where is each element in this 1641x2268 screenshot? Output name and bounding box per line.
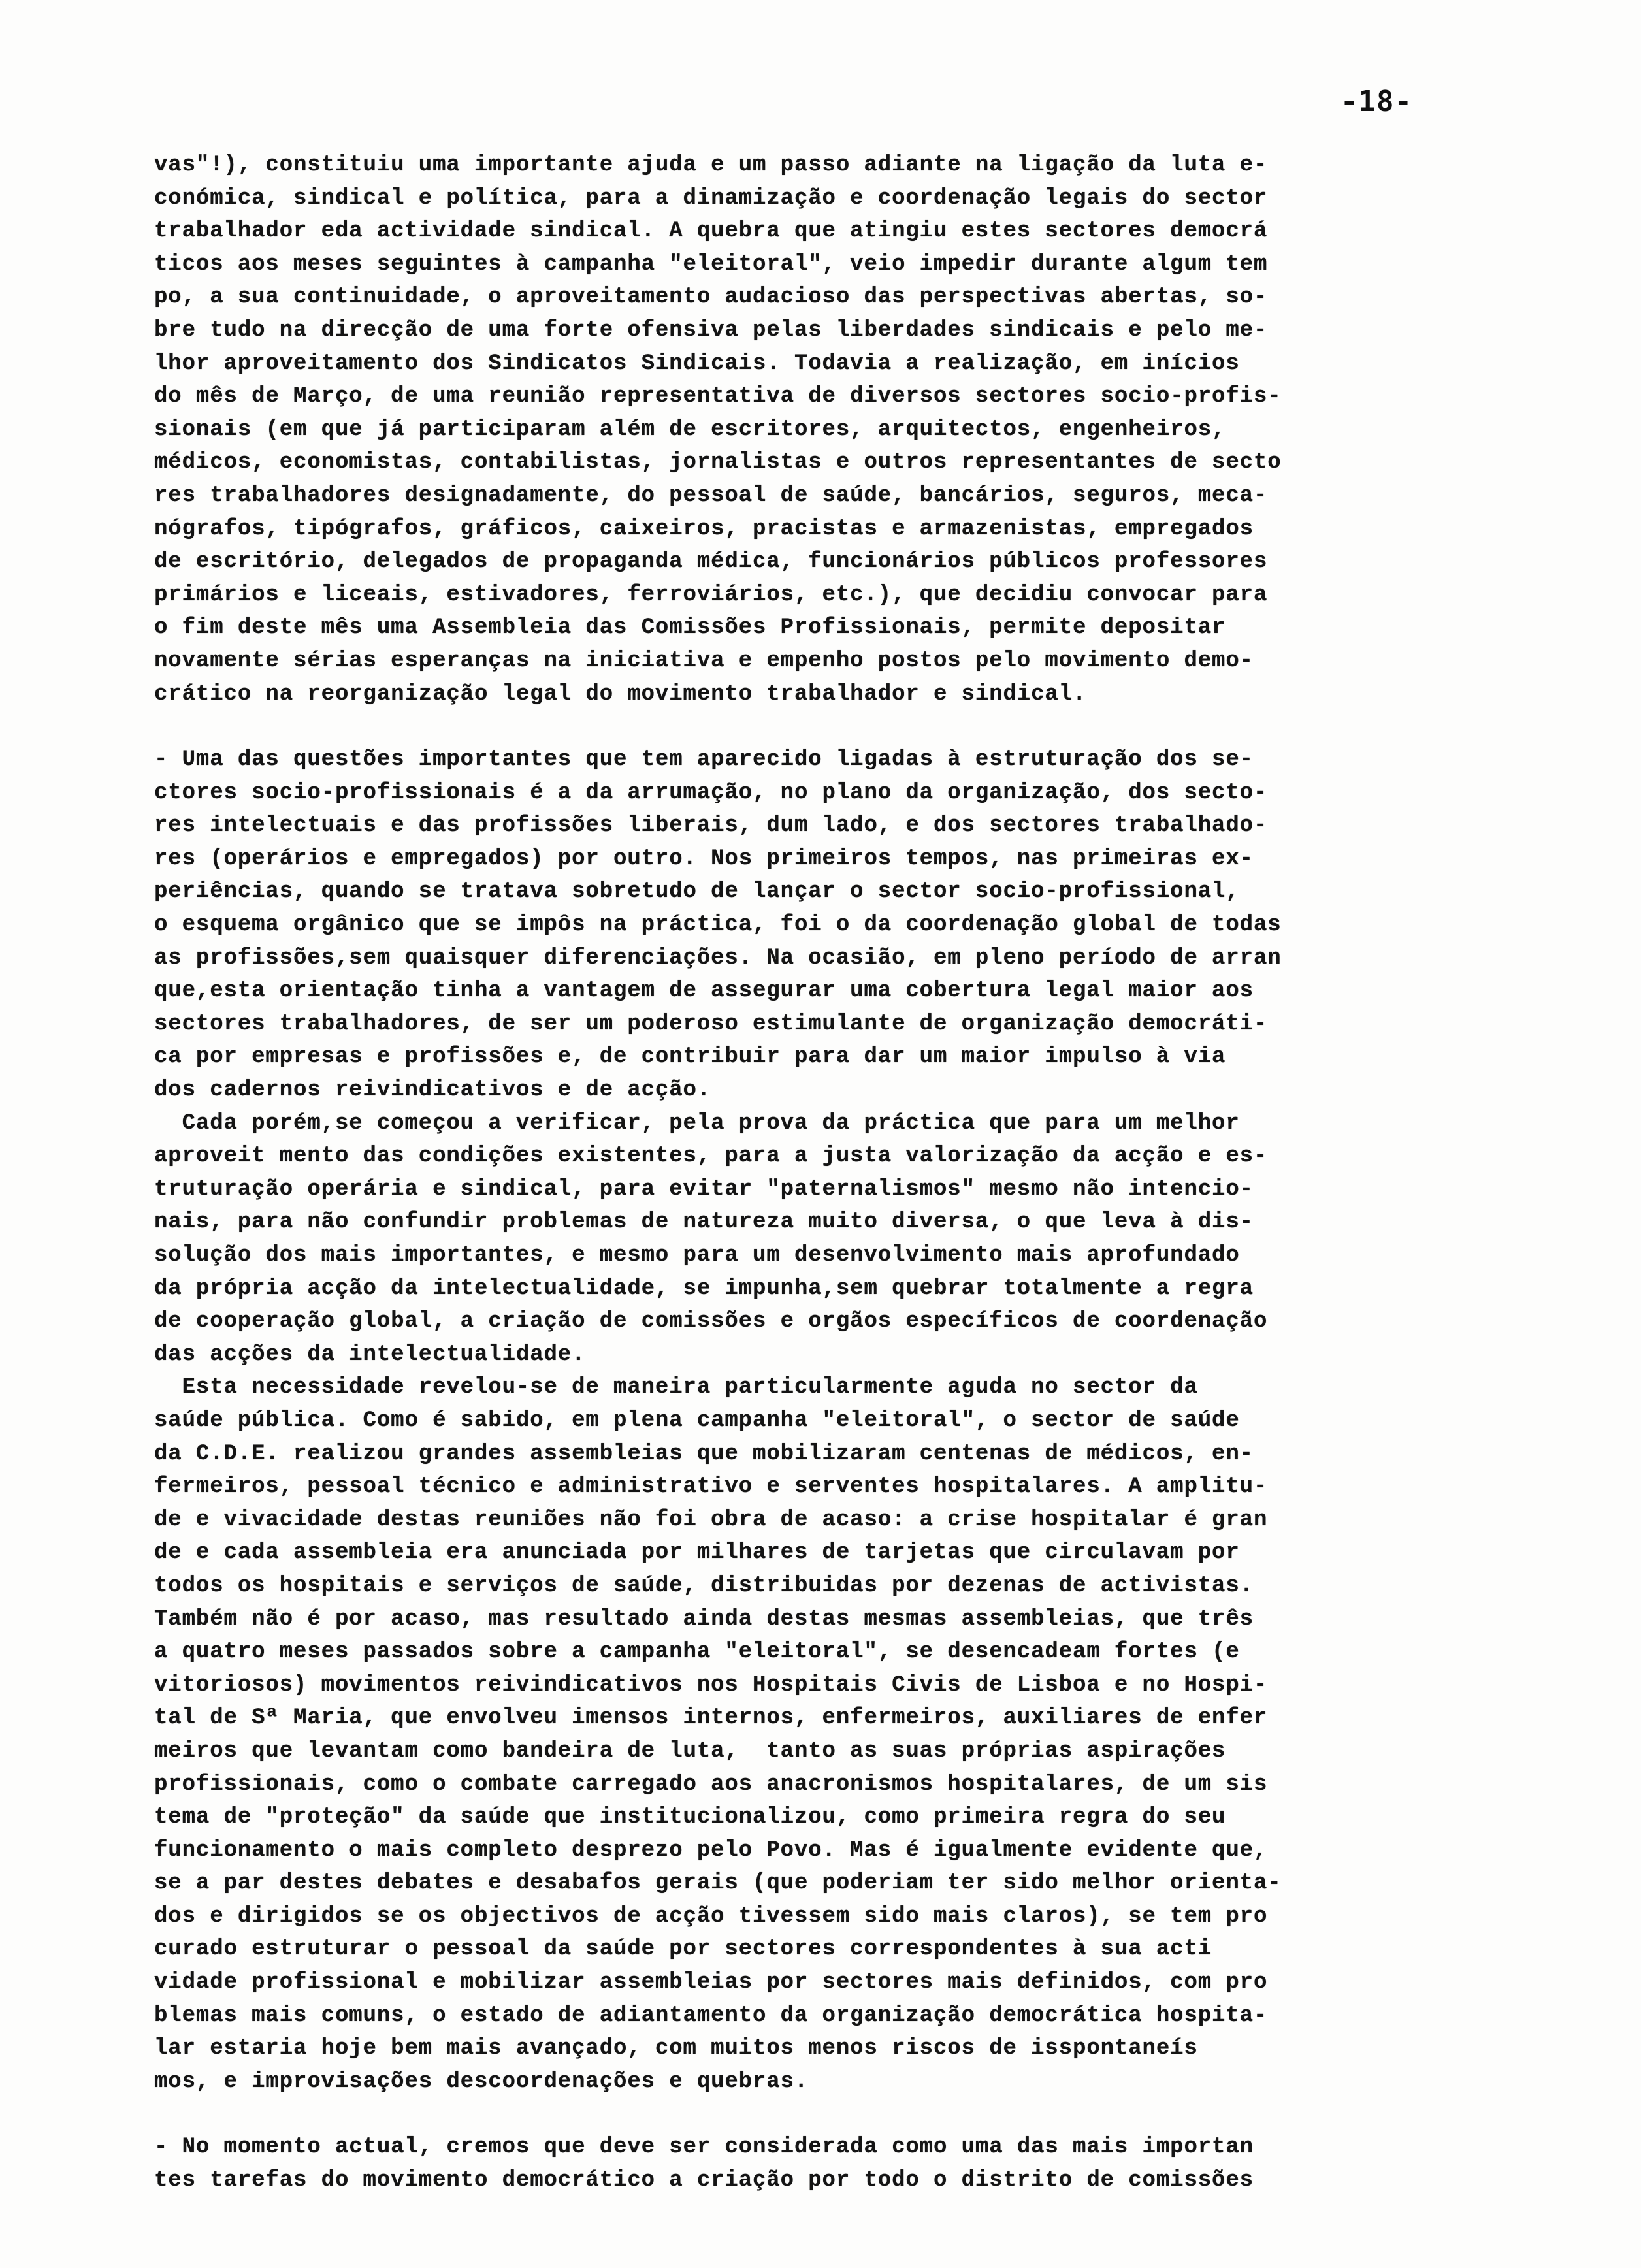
text-line: lhor aproveitamento dos Sindicatos Sindicais. Todavia a realização, em inícios bbox=[154, 351, 1240, 376]
text-line: res intelectuais e das profissões liberais, dum lado, e dos sectores trabalhado- bbox=[154, 813, 1268, 839]
text-line: nógrafos, tipógrafos, gráficos, caixeiros, pracistas e armazenistas, empregados bbox=[154, 516, 1254, 542]
text-line: Esta necessidade revelou-se de maneira particularmente aguda no sector da bbox=[154, 1375, 1198, 1401]
text-line: vitoriosos) movimentos reivindicativos nos Hospitais Civis de Lisboa e no Hospi- bbox=[154, 1672, 1268, 1698]
text-line: dos e dirigidos se os objectivos de acção tivessem sido mais claros), se tem pro bbox=[154, 1904, 1268, 1929]
text-line: aproveit mento das condições existentes, para a justa valorização da acção e es- bbox=[154, 1144, 1268, 1169]
text-line: nais, para não confundir problemas de natureza muito diversa, o que leva à dis- bbox=[154, 1210, 1254, 1235]
text-line: ca por empresas e profissões e, de contribuir para dar um maior impulso à via bbox=[154, 1045, 1226, 1070]
text-line: solução dos mais importantes, e mesmo para um desenvolvimento mais aprofundado bbox=[154, 1243, 1240, 1268]
text-line: lar estaria hoje bem mais avançado, com muitos menos riscos de isspontaneís bbox=[154, 2036, 1198, 2062]
text-line: meiros que levantam como bandeira de luta, tanto as suas próprias aspirações bbox=[154, 1738, 1226, 1764]
text-line: tal de Sª Maria, que envolveu imensos internos, enfermeiros, auxiliares de enfer bbox=[154, 1706, 1268, 1731]
text-line: o esquema orgânico que se impôs na práctica, foi o da coordenação global de todas bbox=[154, 913, 1282, 938]
text-line: profissionais, como o combate carregado aos anacronismos hospitalares, de um sis bbox=[154, 1772, 1268, 1797]
text-line: Também não é por acaso, mas resultado ainda destas mesmas assembleias, que três bbox=[154, 1606, 1254, 1632]
text-line: - Uma das questões importantes que tem aparecido ligadas à estruturação dos se- bbox=[154, 747, 1254, 773]
text-line: sectores trabalhadores, de ser um poderoso estimulante de organização democráti- bbox=[154, 1011, 1268, 1037]
text-line: da própria acção da intelectualidade, se impunha,sem quebrar totalmente a regra bbox=[154, 1276, 1254, 1301]
text-line: Cada porém,se começou a verificar, pela prova da práctica que para um melhor bbox=[154, 1110, 1240, 1136]
text-line: de e vivacidade destas reuniões não foi obra de acaso: a crise hospitalar é gran bbox=[154, 1507, 1268, 1532]
text-line: trabalhador eda actividade sindical. A quebra que atingiu estes sectores democrá bbox=[154, 219, 1268, 244]
text-line: crático na reorganização legal do movimento trabalhador e sindical. bbox=[154, 681, 1087, 707]
text-line: vidade profissional e mobilizar assembleias por sectores mais definidos, com pro bbox=[154, 1970, 1268, 1996]
text-line: mos, e improvisações descoordenações e quebras. bbox=[154, 2069, 809, 2094]
text-line: primários e liceais, estivadores, ferroviários, etc.), que decidiu convocar para bbox=[154, 582, 1268, 608]
text-line: vas"!), constituiu uma importante ajuda e um passo adiante na ligação da luta e- bbox=[154, 153, 1268, 178]
text-line: blemas mais comuns, o estado de adiantamento da organização democrática hospita- bbox=[154, 2003, 1268, 2028]
text-line: truturação operária e sindical, para evitar "paternalismos" mesmo não intencio- bbox=[154, 1176, 1254, 1202]
paragraph-1 bbox=[154, 149, 1591, 711]
paragraph-gap bbox=[154, 2098, 1591, 2131]
text-line: res (operários e empregados) por outro. Nos primeiros tempos, nas primeiras ex- bbox=[154, 846, 1254, 871]
paragraph-gap bbox=[154, 711, 1591, 743]
text-line: dos cadernos reivindicativos e de acção. bbox=[154, 1078, 711, 1103]
text-line: ctores socio-profissionais é a da arrumação, no plano da organização, dos secto- bbox=[154, 780, 1268, 805]
text-line: funcionamento o mais completo desprezo pelo Povo. Mas é igualmente evidente que, bbox=[154, 1838, 1268, 1863]
text-line: que,esta orientação tinha a vantagem de assegurar uma cobertura legal maior aos bbox=[154, 979, 1254, 1004]
text-line: curado estruturar o pessoal da saúde por sectores correspondentes à sua acti bbox=[154, 1937, 1212, 1962]
text-line: bre tudo na direcção de uma forte ofensiva pelas liberdades sindicais e pelo me- bbox=[154, 317, 1268, 343]
text-line: o fim deste mês uma Assembleia das Comissões Profissionais, permite depositar bbox=[154, 615, 1226, 641]
text-line: a quatro meses passados sobre a campanha "eleitoral", se desencadeam fortes (e bbox=[154, 1640, 1240, 1665]
text-line: tes tarefas do movimento democrático a criação por todo o distrito de comissões bbox=[154, 2168, 1254, 2194]
text-line: de e cada assembleia era anunciada por milhares de tarjetas que circulavam por bbox=[154, 1540, 1240, 1566]
text-line: tema de "proteção" da saúde que institucionalizou, como primeira regra do seu bbox=[154, 1805, 1226, 1830]
text-line: periências, quando se tratava sobretudo de lançar o sector socio-profissional, bbox=[154, 879, 1240, 905]
text-line: conómica, sindical e política, para a dinamização e coordenação legais do sector bbox=[154, 186, 1268, 211]
page-number: -18- bbox=[1340, 85, 1412, 118]
text-line: sionais (em que já participaram além de escritores, arquitectos, engenheiros, bbox=[154, 417, 1226, 442]
text-line: res trabalhadores designadamente, do pessoal de saúde, bancários, seguros, meca- bbox=[154, 483, 1268, 508]
text-line: das acções da intelectualidade. bbox=[154, 1342, 586, 1367]
text-line: ticos aos meses seguintes à campanha "eleitoral", veio impedir durante algum tem bbox=[154, 251, 1268, 277]
text-line: se a par destes debates e desabafos gerais (que poderiam ter sido melhor orienta- bbox=[154, 1871, 1282, 1896]
text-line: fermeiros, pessoal técnico e administrativo e serventes hospitalares. A amplitu- bbox=[154, 1474, 1268, 1500]
text-line: novamente sérias esperanças na iniciativa e empenho postos pelo movimento demo- bbox=[154, 648, 1254, 673]
text-line: - No momento actual, cremos que deve ser considerada como uma das mais importan bbox=[154, 2135, 1254, 2160]
text-line: médicos, economistas, contabilistas, jornalistas e outros representantes de secto bbox=[154, 450, 1282, 476]
text-line: de cooperação global, a criação de comissões e orgãos específicos de coordenação bbox=[154, 1309, 1268, 1335]
text-line: as profissões,sem quaisquer diferenciações. Na ocasião, em pleno período de arran bbox=[154, 945, 1282, 971]
text-line: da C.D.E. realizou grandes assembleias que mobilizaram centenas de médicos, en- bbox=[154, 1441, 1254, 1466]
text-line: saúde pública. Como é sabido, em plena campanha "eleitoral", o sector de saúde bbox=[154, 1408, 1240, 1433]
text-line: todos os hospitais e serviços de saúde, distribuidas por dezenas de activistas. bbox=[154, 1573, 1254, 1598]
paragraph-3 bbox=[154, 2131, 1591, 2197]
paragraph-2 bbox=[154, 743, 1591, 2098]
text-line: do mês de Março, de uma reunião representativa de diversos sectores socio-profis- bbox=[154, 384, 1282, 410]
text-line: po, a sua continuidade, o aproveitamento audacioso das perspectivas abertas, so- bbox=[154, 285, 1268, 310]
text-line: de escritório, delegados de propaganda médica, funcionários públicos professores bbox=[154, 549, 1268, 575]
document-body bbox=[154, 149, 1591, 2197]
